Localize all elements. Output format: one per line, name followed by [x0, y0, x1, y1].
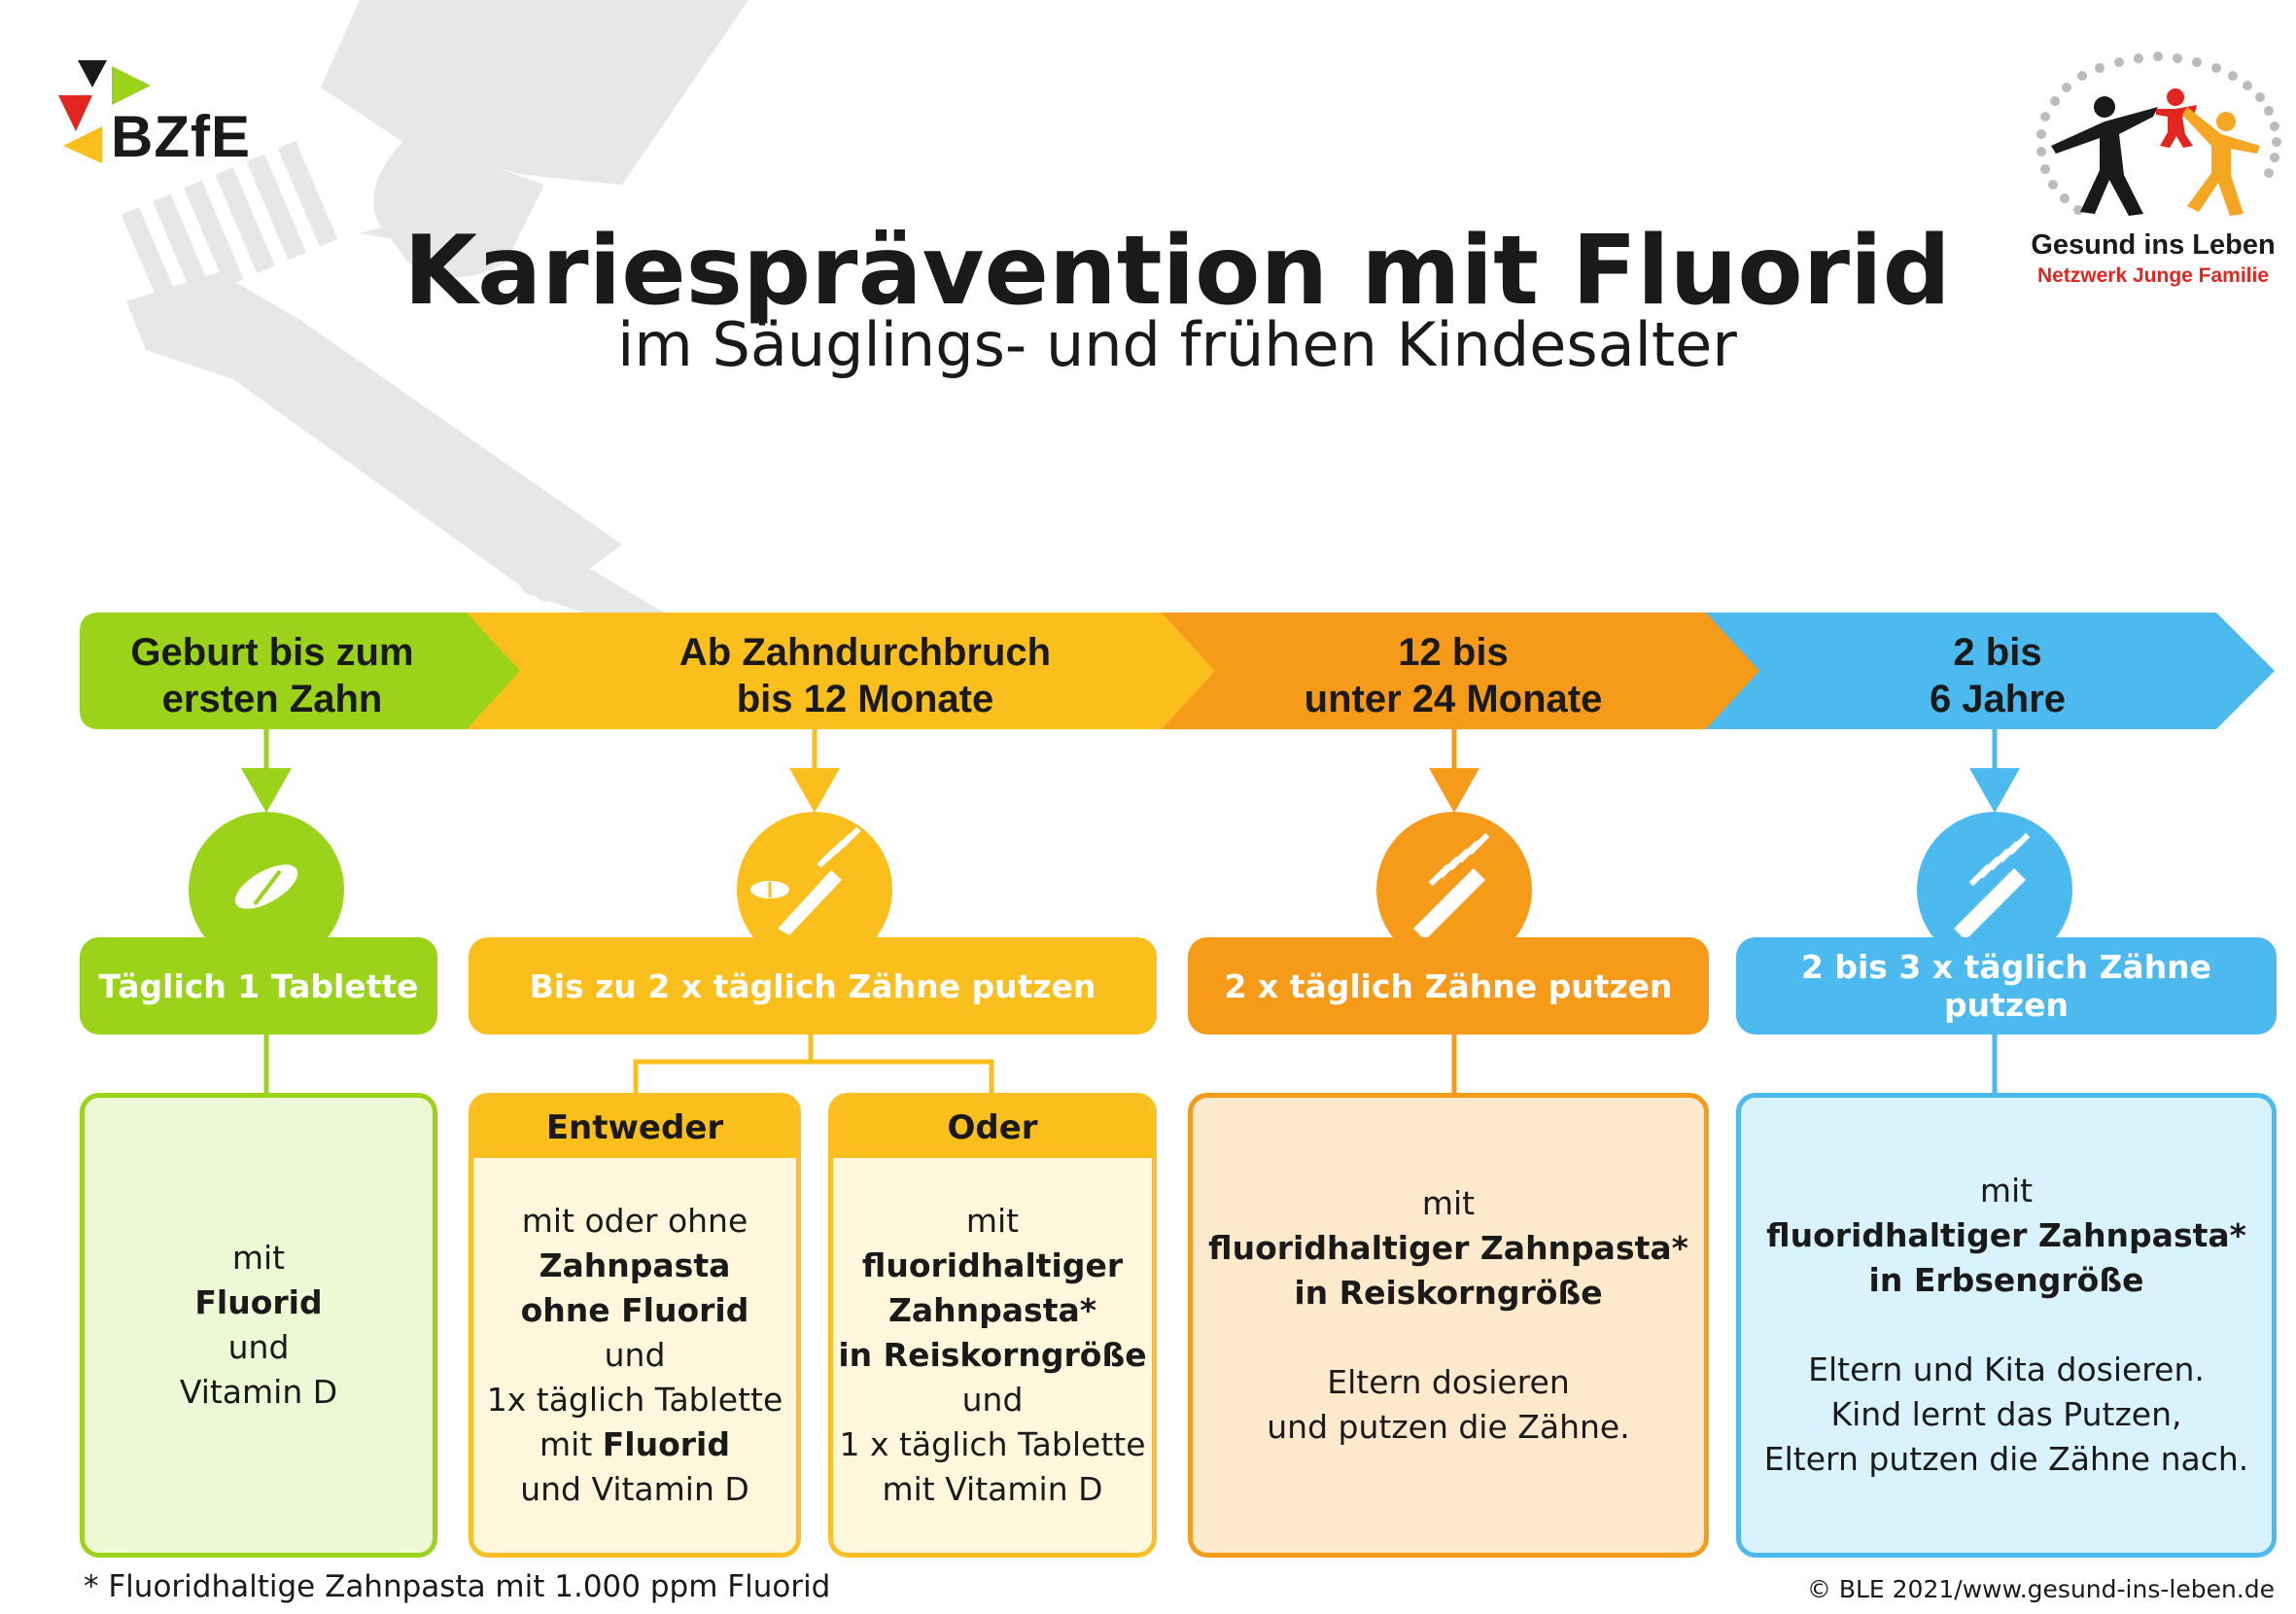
stage-4-details: mit fluoridhaltiger Zahnpasta* in Erbsengröße Eltern und Kita dosieren. Kind lernt das Putzen, Eltern putzen die Zähne nach.	[1736, 1093, 2277, 1558]
stage-2-option-oder: Oder mit fluoridhaltiger Zahnpasta* in Reiskorngröße und 1 x täglich Tablette mit Vitamin D	[828, 1093, 1157, 1558]
stage-1-details: mit Fluorid und Vitamin D	[80, 1093, 437, 1558]
gesund-ins-leben-subtitle: Netzwerk Junge Familie	[2036, 264, 2270, 287]
stage-3-label: 12 bis unter 24 Monate	[1304, 631, 1603, 720]
stage-4-label: 2 bis 6 Jahre	[1929, 631, 2067, 720]
option-entweder-heading: Entweder	[473, 1098, 796, 1158]
stage-1-action: Täglich 1 Tablette	[80, 937, 437, 1035]
bzfe-logo-text: BZfE	[111, 104, 251, 169]
down-arrow-icon	[789, 768, 840, 813]
down-arrow-icon	[241, 768, 292, 813]
page-subtitle: im Säuglings- und frühen Kindesalter	[617, 309, 1737, 380]
stage-2-action: Bis zu 2 x täglich Zähne putzen	[469, 937, 1157, 1035]
copyright: © BLE 2021/www.gesund-ins-leben.de	[1806, 1575, 2275, 1603]
gesund-ins-leben-title: Gesund ins Leben	[2031, 229, 2276, 261]
stage-3-action: 2 x täglich Zähne putzen	[1188, 937, 1709, 1035]
stage-2-option-entweder: Entweder mit oder ohne Zahnpasta ohne Fluorid und 1x täglich Tablette mit Fluorid und Vitamin D	[469, 1093, 801, 1558]
stage-2-label: Ab Zahndurchbruch bis 12 Monate	[678, 631, 1052, 720]
stage-1-label: Geburt bis zum ersten Zahn	[130, 631, 414, 720]
option-oder-heading: Oder	[833, 1098, 1152, 1158]
down-arrow-icon	[1969, 768, 2020, 813]
stage-3-details: mit fluoridhaltiger Zahnpasta* in Reiskorngröße Eltern dosieren und putzen die Zähne.	[1188, 1093, 1709, 1558]
down-arrow-icon	[1429, 768, 1479, 813]
page-title: Kariesprävention mit Fluorid	[403, 216, 1951, 327]
footnote: * Fluoridhaltige Zahnpasta mit 1.000 ppm Fluorid	[84, 1569, 831, 1604]
stage-4-action: 2 bis 3 x täglich Zähne putzen	[1736, 937, 2277, 1035]
